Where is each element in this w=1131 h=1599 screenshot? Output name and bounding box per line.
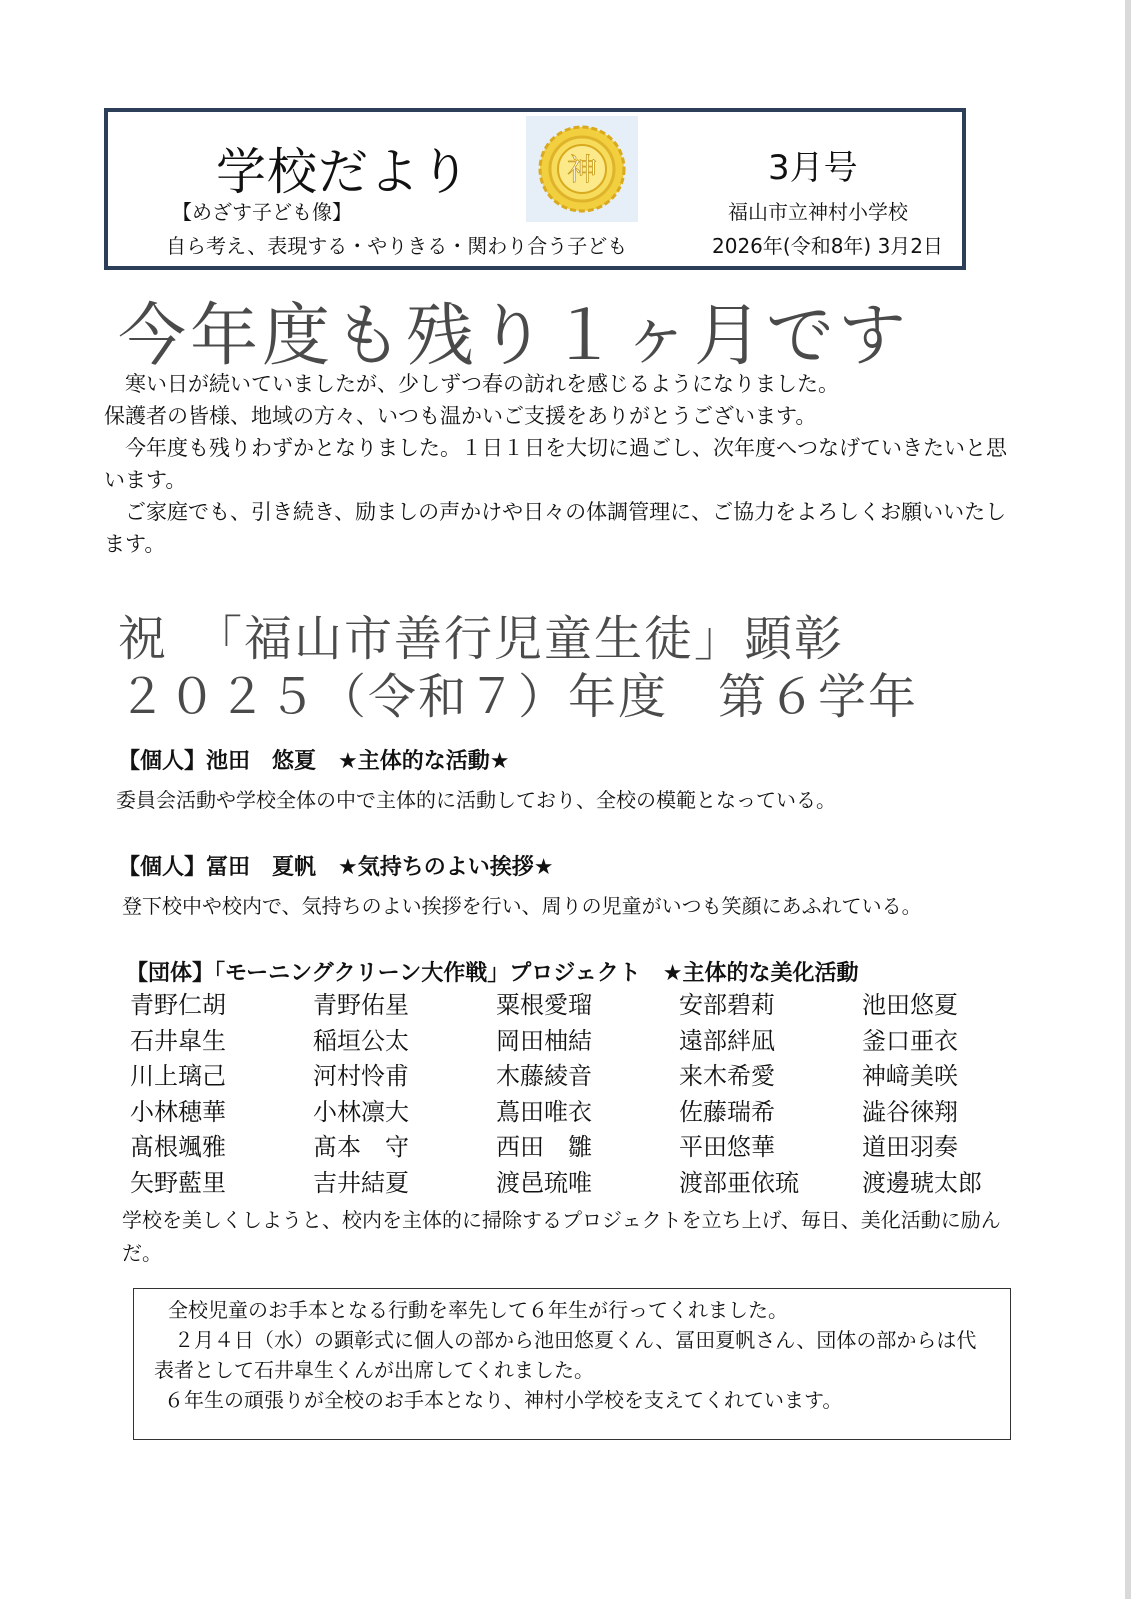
motto-label: 【めざす子ども像】 — [172, 200, 352, 224]
emblem-character: 神 — [567, 153, 597, 188]
intro-paragraph: ご家庭でも、引き続き、励ましの声かけや日々の体調管理に、ご協力をよろしくお願いいたします。 — [104, 500, 1007, 556]
school-name: 福山市立神村小学校 — [728, 200, 908, 224]
group-award-description: 学校を美しくしようと、校内を主体的に掃除するプロジェクトを立ち上げ、毎日、美化活動に励んだ。 — [122, 1208, 1001, 1265]
member-name: 西田 雛 — [496, 1133, 592, 1161]
school-emblem-icon — [526, 116, 638, 222]
member-name: 安部碧莉 — [679, 991, 775, 1019]
member-name: 澁谷徠翔 — [862, 1097, 958, 1126]
issue-label: 3月号 — [768, 148, 858, 188]
award-heading-line: ２０２５（令和７）年度 第６学年 — [118, 669, 919, 725]
member-name: 池田悠夏 — [862, 991, 958, 1019]
member-name: 吉井結夏 — [313, 1168, 409, 1197]
member-name: 遠部絆凪 — [679, 1026, 775, 1055]
member-name: 渡邑琉唯 — [496, 1168, 592, 1197]
newsletter-header — [104, 108, 966, 270]
member-name: 髙根颯雅 — [130, 1133, 226, 1161]
award-heading — [118, 610, 918, 726]
main-headline: 今年度も残り１ヶ月です — [118, 297, 911, 376]
member-name: 河村怜甫 — [313, 1062, 409, 1090]
member-name: 木藤綾音 — [496, 1062, 592, 1090]
individual-award-heading: 【個人】冨田 夏帆 ★気持ちのよい挨拶★ — [118, 855, 554, 880]
member-name: 釜口亜衣 — [862, 1026, 958, 1055]
member-name: 岡田柚結 — [496, 1026, 592, 1055]
motto-text: 自ら考え、表現する・やりきる・関わり合う子ども — [166, 234, 628, 258]
member-name: 石井皐生 — [130, 1026, 226, 1055]
award-heading-line: 祝 「福山市善行児童生徒」顕彰 — [118, 611, 845, 667]
member-name: 青野佑星 — [313, 991, 409, 1019]
individual-award-heading: 【個人】池田 悠夏 ★主体的な活動★ — [118, 749, 510, 774]
page-edge — [1125, 0, 1131, 1599]
member-name: 粟根愛瑠 — [496, 991, 592, 1019]
newsletter-title: 学校だより — [216, 143, 471, 201]
member-name: 川上璃己 — [130, 1062, 226, 1090]
intro-paragraph: 今年度も残りわずかとなりました。１日１日を大切に過ごし、次年度へつなげていきたいと思います。 — [104, 436, 1007, 492]
individual-award-description: 登下校中や校内で、気持ちのよい挨拶を行い、周りの児童がいつも笑顔にあふれている。 — [122, 894, 922, 918]
note-line: 全校児童のお手本となる行動を率先して６年生が行ってくれました。 — [168, 1298, 788, 1322]
intro-paragraphs — [104, 368, 1014, 560]
individual-award-description: 委員会活動や学校全体の中で主体的に活動しており、全校の模範となっている。 — [116, 788, 836, 812]
member-name: 渡部亜依琉 — [679, 1168, 799, 1197]
group-member-list — [130, 988, 1000, 1201]
member-name: 神﨑美咲 — [862, 1062, 958, 1090]
member-name: 矢野藍里 — [130, 1168, 226, 1197]
group-award-heading: 【団体】「モーニングクリーン大作戦」プロジェクト ★主体的な美化活動 — [126, 961, 859, 986]
member-name: 小林凛大 — [313, 1097, 409, 1126]
intro-paragraph: 寒い日が続いていましたが、少しずつ春の訪れを感じるようになりました。 — [125, 372, 839, 396]
member-name: 蔦田唯衣 — [496, 1097, 592, 1126]
summary-note-box — [133, 1288, 1011, 1440]
issue-date: 2026年(令和8年) 3月2日 — [712, 234, 944, 258]
member-name: 渡邊琥太郎 — [862, 1168, 982, 1197]
note-line: ２月４日（水）の顕彰式に個人の部から池田悠夏くん、冨田夏帆さん、団体の部からは代表者として石井皐生くんが出席してくれました。 — [154, 1328, 977, 1382]
intro-paragraph: 保護者の皆様、地域の方々、いつも温かいご支援をありがとうございます。 — [104, 404, 817, 428]
member-name: 髙本 守 — [313, 1133, 409, 1161]
member-name: 小林穂華 — [130, 1097, 226, 1126]
member-name: 青野仁胡 — [130, 991, 226, 1019]
member-name: 佐藤瑞希 — [679, 1097, 775, 1126]
note-line: ６年生の頑張りが全校のお手本となり、神村小学校を支えてくれています。 — [164, 1388, 843, 1412]
member-name: 道田羽奏 — [862, 1133, 958, 1161]
member-name: 来木希愛 — [679, 1062, 775, 1090]
member-name: 平田悠華 — [679, 1133, 775, 1161]
member-name: 稲垣公太 — [313, 1026, 409, 1055]
